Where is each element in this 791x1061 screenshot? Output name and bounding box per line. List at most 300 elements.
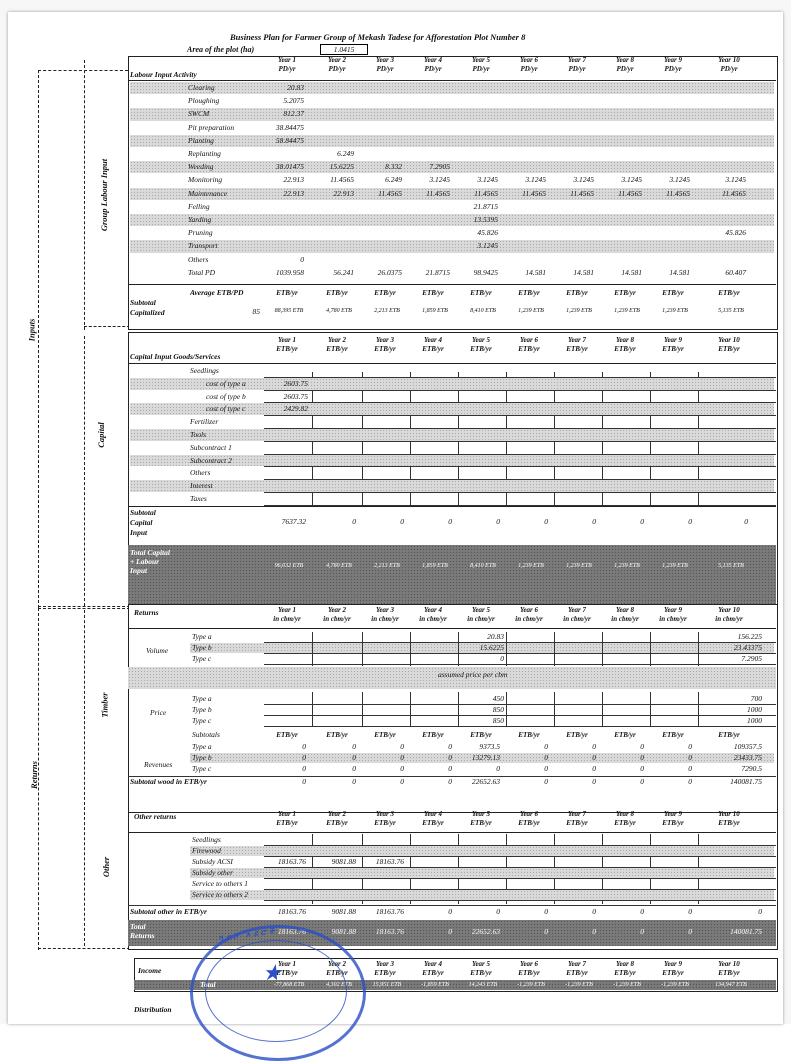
year-unit: ETB/yr — [374, 819, 396, 827]
year-unit: PD/yr — [664, 65, 682, 73]
labour-subtotal: 1,239 ETB — [566, 308, 592, 314]
revenue-value: 0 — [448, 764, 452, 773]
year-unit: ETB/yr — [374, 969, 396, 977]
etb-unit-header: ETB/yr — [518, 289, 540, 297]
capital-header: Capital Input Goods/Services — [130, 352, 221, 361]
capital-item-name: Others — [190, 468, 211, 478]
total-returns-value: 0 — [592, 927, 596, 936]
year-unit: in cbm/yr — [715, 615, 743, 623]
area-label: Area of the plot (ha) — [187, 45, 255, 54]
income-total-value: 4,302 ETB — [326, 982, 352, 988]
activity-name: Replanting — [188, 149, 221, 158]
year-unit: ETB/yr — [662, 969, 684, 977]
year-header: Year 3 — [375, 606, 395, 614]
labour-value: 3.1245 — [525, 175, 546, 185]
other-item-name: Service to others 2 — [192, 890, 249, 899]
etb-unit-header: ETB/yr — [470, 731, 492, 739]
activity-name: Monitoring — [188, 175, 223, 185]
labour-value: 0 — [300, 254, 304, 264]
subtotals-label: Subtotals — [192, 730, 220, 739]
other-grid-row — [264, 878, 776, 879]
year-unit: ETB/yr — [718, 969, 740, 977]
total-input-value: 5,135 ETB — [718, 563, 744, 569]
year-header: Year 7 — [567, 960, 587, 968]
labour-value: 3.1245 — [477, 241, 498, 251]
etb-unit-header: ETB/yr — [718, 731, 740, 739]
year-unit: in cbm/yr — [659, 615, 687, 623]
year-unit: in cbm/yr — [467, 615, 495, 623]
income-total-value: 134,947 ETB — [715, 982, 747, 988]
capital-item-name: Subcontract 1 — [190, 442, 232, 452]
year-unit: ETB/yr — [518, 345, 540, 353]
labour-value: 98.9425 — [473, 267, 498, 277]
activity-name: Ploughing — [188, 96, 220, 106]
year-unit: ETB/yr — [614, 345, 636, 353]
labour-value: 11.4565 — [722, 188, 746, 198]
returns-frame-top — [38, 608, 130, 609]
year-header: Year 7 — [567, 56, 587, 64]
year-unit: ETB/yr — [614, 819, 636, 827]
activity-name: Pruning — [188, 228, 213, 238]
year-unit: ETB/yr — [662, 345, 684, 353]
income-total-value: 15,951 ETB — [372, 982, 402, 988]
price-type: Type c — [192, 716, 212, 725]
inputs-frame-bottom — [38, 606, 130, 607]
total-returns-value: 0 — [448, 927, 452, 936]
other-item-name: Subsidy ACSI — [192, 857, 233, 866]
capital-grid-row — [264, 415, 776, 416]
labour-value: 22.913 — [333, 188, 354, 198]
labour-value: 22.913 — [283, 175, 304, 185]
year-unit: PD/yr — [720, 65, 738, 73]
year-unit: ETB/yr — [614, 969, 636, 977]
timber-subtotal-value: 0 — [640, 777, 644, 786]
total-input-value: 2,213 ETB — [374, 563, 400, 569]
year-header: Year 9 — [663, 56, 683, 64]
capital-grid-row — [264, 492, 776, 493]
year-header: Year 4 — [423, 606, 443, 614]
timber-grid-col — [602, 692, 603, 726]
row-shading — [130, 135, 774, 147]
other-subtotal-value: 0 — [544, 907, 548, 916]
etb-unit-header: ETB/yr — [326, 731, 348, 739]
year-unit: ETB/yr — [566, 969, 588, 977]
volume-type: Type b — [192, 643, 212, 652]
year-header: Year 10 — [718, 336, 740, 344]
capital-item-name: Interest — [190, 481, 213, 491]
year-header: Year 1 — [277, 336, 297, 344]
labour-subtotal: 8,410 ETB — [470, 308, 496, 314]
labour-value: 58.84475 — [275, 135, 304, 145]
revenue-value: 0 — [302, 753, 306, 762]
other-subtotal-value: 0 — [592, 907, 596, 916]
revenue-value: 0 — [640, 742, 644, 751]
year-header: Year 8 — [615, 810, 635, 818]
labour-subtotal: 2,213 ETB — [374, 308, 400, 314]
revenue-type: Type a — [192, 742, 212, 751]
revenue-value: 0 — [302, 742, 306, 751]
activity-name: Clearing — [188, 83, 215, 92]
timber-grid-col — [698, 692, 699, 726]
revenue-value: 9373.5 — [479, 742, 500, 751]
other-subtotal-rule — [128, 905, 776, 906]
year-header: Year 2 — [327, 960, 347, 968]
volume-y10: 156.225 — [737, 632, 762, 641]
row-shading — [190, 890, 774, 900]
timber-grid-col — [650, 692, 651, 726]
capital-subtotal: 0 — [544, 517, 548, 526]
revenue-value: 0 — [400, 753, 404, 762]
year-header: Year 7 — [567, 810, 587, 818]
capital-subtotal: 0 — [592, 517, 596, 526]
timber-grid-col — [410, 692, 411, 726]
total-returns-value: 140081.75 — [730, 927, 762, 936]
income-total-value: -1,239 ETB — [517, 982, 545, 988]
timber-grid-col — [554, 632, 555, 666]
capital-frame-left — [84, 336, 85, 606]
etb-unit-header: ETB/yr — [276, 289, 298, 297]
capital-subtotal: 0 — [688, 517, 692, 526]
year-unit: in cbm/yr — [371, 615, 399, 623]
total-returns-value: 18163.76 — [277, 927, 306, 936]
activity-name: Pit preparation — [188, 122, 235, 132]
labour-value: 38.84475 — [275, 122, 304, 132]
labour-value: 11.4565 — [570, 188, 594, 198]
revenue-value: 109357.5 — [733, 742, 762, 751]
timber-grid-row — [264, 715, 776, 716]
labour-activity-header: Labour Input Activity — [130, 70, 197, 79]
capital-item-value: 2603.75 — [283, 378, 308, 388]
etb-unit-header: ETB/yr — [662, 289, 684, 297]
timber-grid-col — [602, 632, 603, 666]
timber-grid-row — [264, 704, 776, 705]
total-returns-value: 22652.63 — [471, 927, 500, 936]
timber-grid-row — [264, 664, 776, 665]
year-header: Year 10 — [718, 56, 740, 64]
volume-y5: 20.83 — [487, 632, 504, 641]
year-unit: ETB/yr — [470, 345, 492, 353]
labour-value: 6.249 — [385, 175, 402, 185]
other-subtotal-value: 9081.88 — [331, 907, 356, 916]
year-unit: ETB/yr — [518, 969, 540, 977]
total-returns-label: Total Returns — [130, 922, 155, 940]
labour-value: 60.407 — [725, 267, 746, 277]
year-unit: PD/yr — [328, 65, 346, 73]
revenue-value: 0 — [544, 742, 548, 751]
timber-grid-col — [312, 692, 313, 726]
other-header-rule — [128, 832, 776, 833]
avg-etb-label: Average ETB/PD — [190, 288, 244, 297]
revenue-value: 0 — [400, 742, 404, 751]
price-y10: 1000 — [747, 705, 762, 714]
volume-y10: 7.2905 — [741, 654, 762, 663]
revenue-value: 0 — [352, 764, 356, 773]
assumed-price-label: assumed price per cbm — [438, 670, 508, 679]
year-header: Year 1 — [277, 960, 297, 968]
year-header: Year 8 — [615, 336, 635, 344]
timber-grid-col — [362, 632, 363, 666]
capital-subtotal-rule — [128, 506, 776, 507]
income-total-value: -1,859 ETB — [421, 982, 449, 988]
price-type: Type b — [192, 705, 212, 714]
year-unit: ETB/yr — [326, 969, 348, 977]
price-label: Price — [150, 708, 167, 717]
labour-subtotal: 1,239 ETB — [518, 308, 544, 314]
labour-value: 13.5395 — [473, 215, 498, 224]
revenue-value: 0 — [352, 753, 356, 762]
row-shading — [130, 82, 774, 94]
income-total-value: -1,239 ETB — [565, 982, 593, 988]
revenue-value: 0 — [448, 753, 452, 762]
year-header: Year 3 — [375, 336, 395, 344]
labour-value: 8.332 — [385, 162, 402, 172]
year-unit: ETB/yr — [276, 969, 298, 977]
total-input-value: 8,410 ETB — [470, 563, 496, 569]
etb-unit-header: ETB/yr — [614, 731, 636, 739]
etb-unit-header: ETB/yr — [374, 289, 396, 297]
year-header: Year 8 — [615, 606, 635, 614]
capital-item-name: Taxes — [190, 494, 207, 503]
year-header: Year 9 — [663, 960, 683, 968]
labour-value: 21.8715 — [473, 201, 498, 211]
year-unit: in cbm/yr — [273, 615, 301, 623]
labour-header-rule — [128, 80, 776, 81]
etb-unit-header: ETB/yr — [566, 289, 588, 297]
other-item-name: Subsidy other — [192, 868, 234, 877]
capital-subtotal: 0 — [744, 517, 748, 526]
revenue-value: 0 — [688, 753, 692, 762]
row-shading — [130, 161, 774, 173]
revenue-value: 0 — [640, 753, 644, 762]
capital-item-name: Subcontract 2 — [190, 455, 232, 465]
timber-subtotal-value: 0 — [448, 777, 452, 786]
labour-subtotal: 4,780 ETB — [326, 308, 352, 314]
year-unit: PD/yr — [376, 65, 394, 73]
year-header: Year 7 — [567, 606, 587, 614]
labour-value: 11.4565 — [378, 188, 402, 198]
labour-value: 1039.958 — [275, 267, 304, 277]
labour-value: 11.4565 — [474, 188, 498, 198]
labour-value: 11.4565 — [522, 188, 546, 198]
labour-value: 56.241 — [333, 267, 354, 277]
revenue-value: 0 — [592, 764, 596, 773]
other-subtotal-label: Subtotal other in ETB/yr — [130, 907, 207, 916]
capital-item-name: Fertilizer — [190, 417, 219, 427]
revenue-value: 0 — [592, 753, 596, 762]
etb-unit-header: ETB/yr — [718, 289, 740, 297]
revenues-label: Revenues — [144, 760, 173, 769]
labour-value: 3.1245 — [477, 175, 498, 185]
year-unit: ETB/yr — [374, 345, 396, 353]
capital-subtotal: 0 — [352, 517, 356, 526]
labour-avg-rule — [128, 284, 776, 285]
timber-grid-col — [554, 692, 555, 726]
year-header: Year 8 — [615, 960, 635, 968]
timber-grid-col — [458, 632, 459, 666]
area-value: 1.0415 — [320, 44, 368, 55]
revenue-value: 7290.5 — [741, 764, 762, 773]
labour-value: 3.1245 — [573, 175, 594, 185]
timber-frame-left — [84, 610, 85, 810]
year-unit: PD/yr — [472, 65, 490, 73]
year-unit: PD/yr — [424, 65, 442, 73]
timber-grid-col — [506, 692, 507, 726]
labour-subtotal: 1,239 ETB — [662, 308, 688, 314]
activity-name: Planting — [188, 135, 214, 145]
other-subtotal-value: 0 — [688, 907, 692, 916]
year-header: Year 10 — [718, 960, 740, 968]
revenue-value: 0 — [544, 753, 548, 762]
year-header: Year 9 — [663, 606, 683, 614]
year-header: Year 5 — [471, 606, 491, 614]
other-subtotal-value: 18163.76 — [277, 907, 306, 916]
other-item-name: Service to others 1 — [192, 879, 249, 888]
labour-value: 11.4565 — [330, 175, 354, 185]
year-header: Year 3 — [375, 960, 395, 968]
year-header: Year 5 — [471, 810, 491, 818]
timber-header-rule — [128, 628, 776, 629]
stamp-text: ዓርሶ አደሮች — [217, 925, 279, 944]
official-stamp-inner — [205, 940, 347, 1042]
labour-subtotal: 1,859 ETB — [422, 308, 448, 314]
year-header: Year 8 — [615, 56, 635, 64]
year-header: Year 7 — [567, 336, 587, 344]
capital-item-name: cost of type c — [206, 404, 246, 414]
labour-value: 11.4565 — [618, 188, 642, 198]
revenue-type: Type b — [192, 753, 212, 762]
volume-y5: 0 — [500, 654, 504, 663]
revenue-value: 0 — [352, 742, 356, 751]
activity-name: Others — [188, 254, 209, 264]
revenue-value: 0 — [496, 764, 500, 773]
volume-y10: 23.43375 — [733, 643, 762, 652]
activity-name: Felling — [188, 201, 210, 211]
labour-value: 14.581 — [525, 267, 546, 277]
capital-subtotal: 0 — [640, 517, 644, 526]
price-y5: 850 — [492, 705, 504, 714]
capital-label: Capital — [95, 422, 106, 448]
capital-item-name: Seedlings — [190, 366, 219, 375]
volume-type: Type a — [192, 632, 212, 641]
year-unit: in cbm/yr — [323, 615, 351, 623]
year-unit: ETB/yr — [276, 819, 298, 827]
inputs-frame-top — [38, 70, 128, 71]
revenue-value: 0 — [688, 764, 692, 773]
capital-subtotal: 0 — [448, 517, 452, 526]
revenue-value: 0 — [640, 764, 644, 773]
capital-subtotal: 0 — [496, 517, 500, 526]
timber-subtotal-value: 0 — [400, 777, 404, 786]
timber-returns-header: Returns — [134, 608, 159, 617]
capital-subtotal-label: Subtotal Capital Input — [130, 508, 156, 537]
timber-grid-row — [264, 726, 776, 727]
labour-value: 21.8715 — [425, 267, 450, 277]
other-subtotal-value: 0 — [448, 907, 452, 916]
etb-unit-header: ETB/yr — [374, 731, 396, 739]
capital-header-rule — [128, 363, 776, 364]
capital-item-name: Tools — [190, 430, 206, 439]
capital-item-value: 2603.75 — [283, 391, 308, 401]
etb-unit-header: ETB/yr — [470, 289, 492, 297]
price-y10: 700 — [750, 694, 762, 703]
capital-grid-row — [264, 466, 776, 467]
year-unit: ETB/yr — [662, 819, 684, 827]
revenue-value: 0 — [302, 764, 306, 773]
other-subtotal-value: 18163.76 — [375, 907, 404, 916]
labour-value: 7.2905 — [429, 162, 450, 172]
timber-subtotal-value: 140081.75 — [730, 777, 762, 786]
year-header: Year 5 — [471, 336, 491, 344]
year-unit: ETB/yr — [566, 819, 588, 827]
activity-name: Total PD — [188, 267, 216, 277]
document-title: Business Plan for Farmer Group of Mekash Tadese for Afforestation Plot Number 8 — [230, 32, 526, 42]
row-shading — [130, 108, 774, 120]
inputs-frame-left — [38, 70, 39, 608]
capital-subtotal: 7637.32 — [281, 517, 306, 526]
labour-value: 14.581 — [573, 267, 594, 277]
year-header: Year 4 — [423, 960, 443, 968]
total-returns-value: 0 — [688, 927, 692, 936]
revenue-type: Type c — [192, 764, 212, 773]
capital-item-name: cost of type a — [206, 378, 246, 388]
price-type: Type a — [192, 694, 212, 703]
stamp-star-icon: ★ — [262, 960, 282, 985]
labour-value: 22.913 — [283, 188, 304, 198]
labour-frame-left — [84, 60, 85, 330]
year-unit: ETB/yr — [566, 345, 588, 353]
income-total-value: -1,239 ETB — [613, 982, 641, 988]
total-input-value: 1,239 ETB — [662, 563, 688, 569]
year-unit: in cbm/yr — [563, 615, 591, 623]
year-unit: in cbm/yr — [515, 615, 543, 623]
year-header: Year 4 — [423, 56, 443, 64]
timber-subtotal-value: 0 — [544, 777, 548, 786]
labour-value: 3.1245 — [621, 175, 642, 185]
year-unit: PD/yr — [520, 65, 538, 73]
etb-unit-header: ETB/yr — [276, 731, 298, 739]
activity-name: SWCM — [188, 109, 210, 119]
timber-grid-col — [650, 632, 651, 666]
timber-subtotal-value: 0 — [688, 777, 692, 786]
timber-grid-row — [264, 653, 776, 654]
year-unit: ETB/yr — [470, 969, 492, 977]
year-header: Year 6 — [519, 606, 539, 614]
year-header: Year 9 — [663, 810, 683, 818]
timber-subtotal-value: 0 — [352, 777, 356, 786]
year-header: Year 5 — [471, 960, 491, 968]
labour-value: 14.581 — [621, 267, 642, 277]
timber-grid-col — [410, 632, 411, 666]
year-unit: ETB/yr — [422, 345, 444, 353]
labour-value: 3.1245 — [429, 175, 450, 185]
year-unit: ETB/yr — [518, 819, 540, 827]
year-unit: in cbm/yr — [419, 615, 447, 623]
other-grid-row — [264, 900, 776, 901]
year-header: Year 2 — [327, 810, 347, 818]
timber-subtotal-value: 0 — [302, 777, 306, 786]
row-shading — [130, 429, 774, 441]
etb-unit-header: ETB/yr — [422, 731, 444, 739]
labour-value: 812.37 — [283, 109, 304, 119]
other-item-value: 18163.76 — [277, 857, 306, 866]
etb-unit-header: ETB/yr — [614, 289, 636, 297]
year-unit: in cbm/yr — [611, 615, 639, 623]
total-returns-value: 0 — [640, 927, 644, 936]
other-label: Other — [101, 856, 112, 878]
income-total-value: -1,239 ETB — [661, 982, 689, 988]
revenue-value: 13279.13 — [471, 753, 500, 762]
avg-etb-value: 85 — [252, 307, 260, 316]
